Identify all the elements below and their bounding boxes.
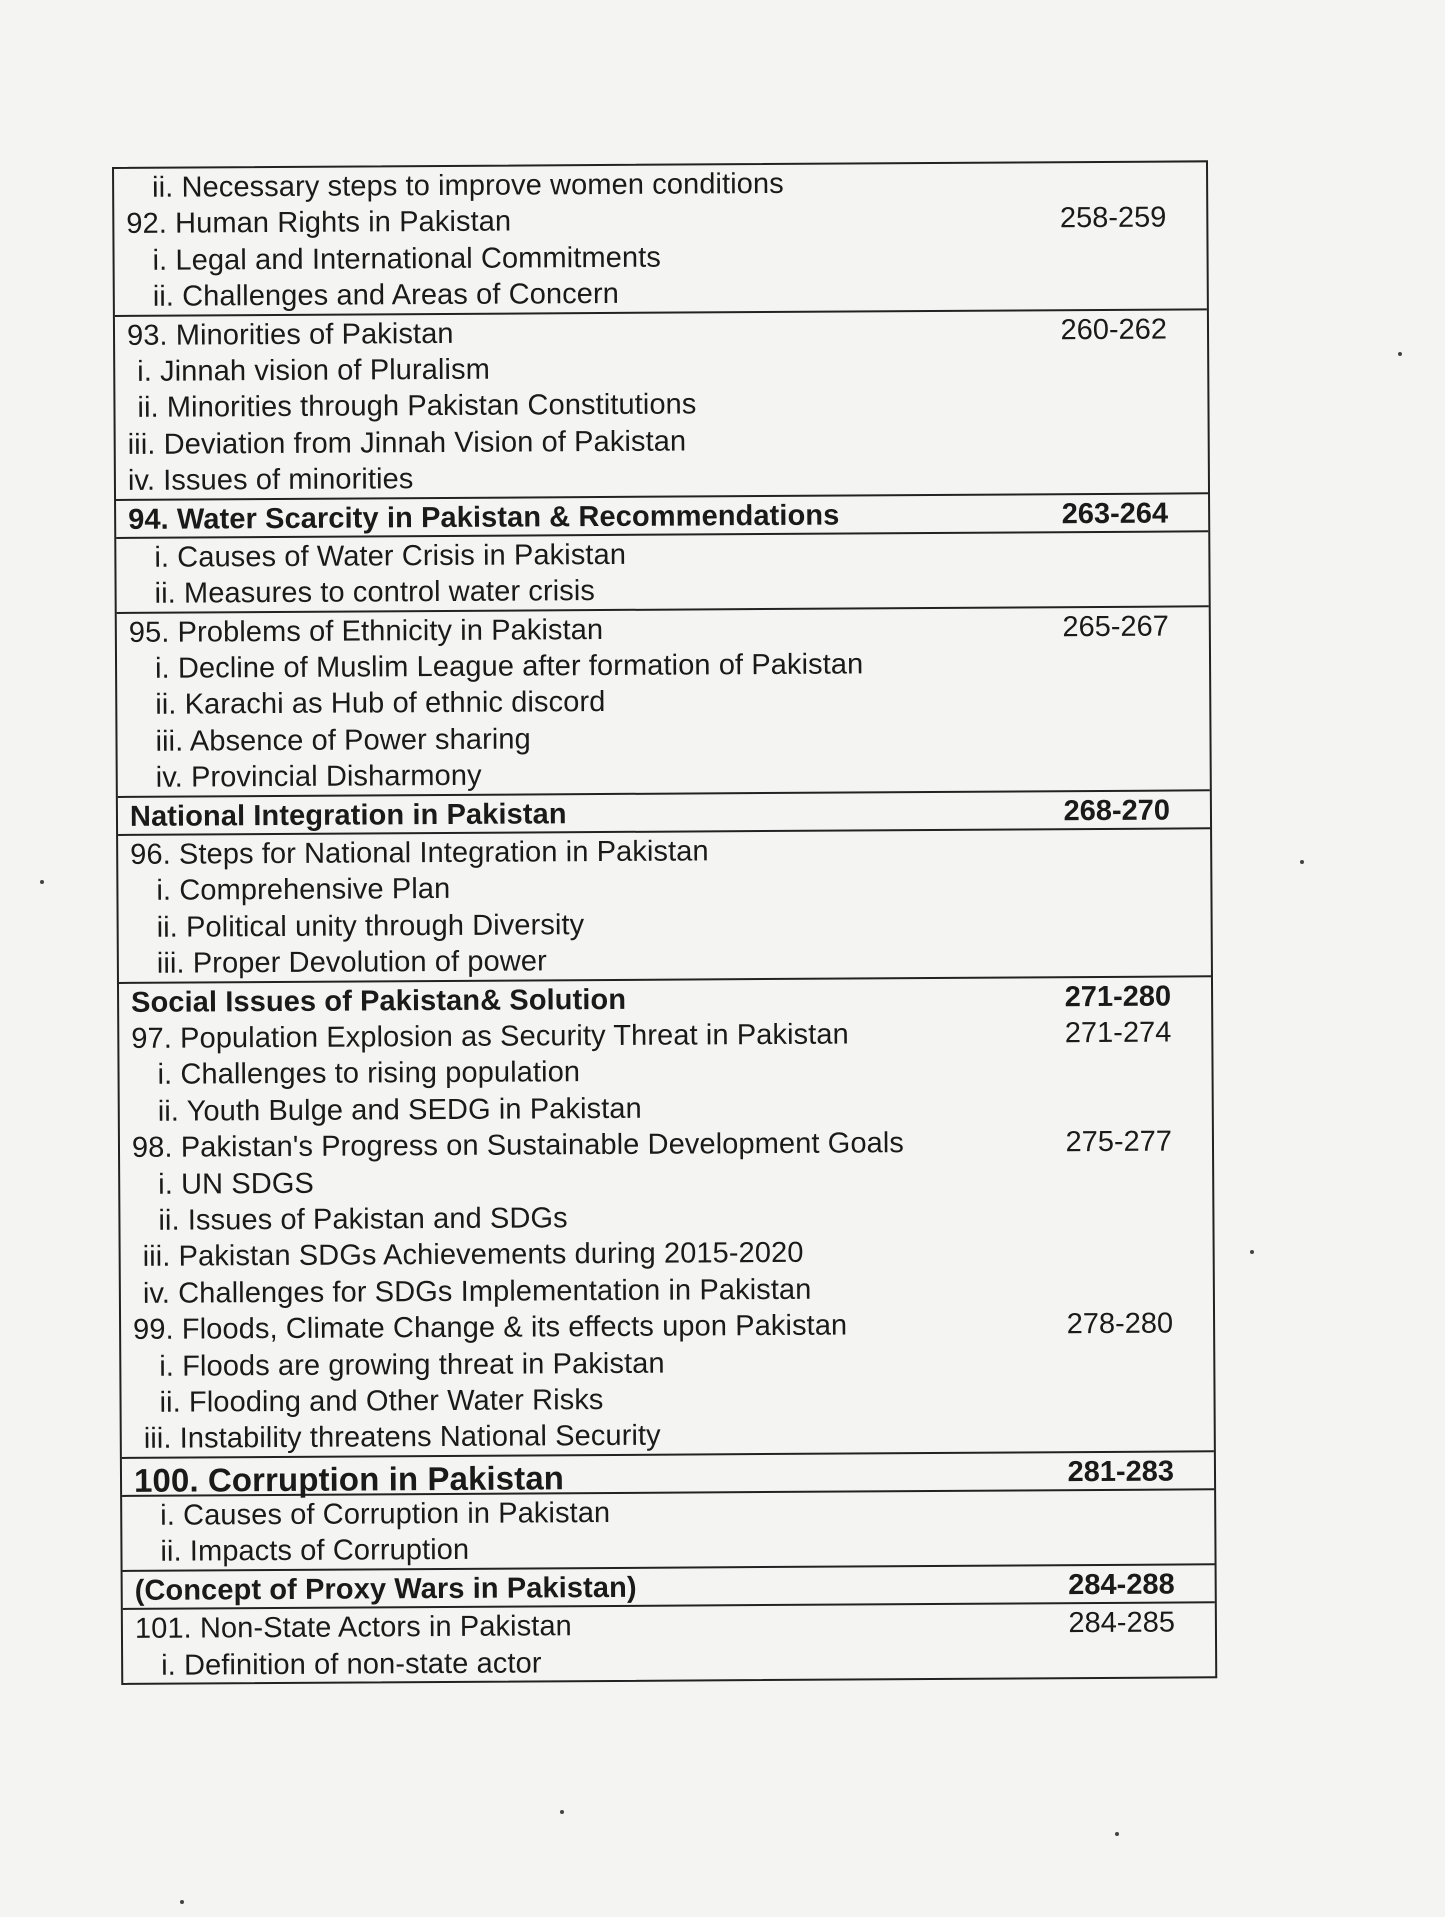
paper-speck: [560, 1810, 564, 1814]
toc-entry-title: iv. Issues of minorities: [127, 463, 414, 498]
toc-subentry: [122, 1527, 1214, 1570]
toc-entry-title: iii. Proper Devolution of power: [156, 945, 547, 980]
toc-page-range: 260-262: [1060, 313, 1168, 346]
toc-section: [118, 829, 1211, 983]
toc-subentry: [116, 569, 1208, 612]
toc-section: [119, 977, 1214, 1459]
toc-page-range: 284-288: [1068, 1568, 1175, 1602]
paper-speck: [1115, 1832, 1119, 1836]
toc-entry-title: 101. Non-State Actors in Pakistan: [134, 1610, 572, 1646]
paper-speck: [1398, 352, 1402, 356]
toc-entry-title: i. Floods are growing threat in Pakistan: [159, 1347, 665, 1383]
paper-speck: [1250, 1250, 1254, 1254]
toc-entry-title: 100. Corruption in Pakistan: [133, 1458, 565, 1499]
toc-entry-title: i. Causes of Water Crisis in Pakistan: [154, 538, 627, 574]
toc-entry-title: 95. Problems of Ethnicity in Pakistan: [128, 613, 604, 649]
toc-entry: [116, 455, 1208, 498]
toc-entry: [118, 791, 1210, 834]
toc-entry-title: i. Legal and International Commitments: [152, 241, 662, 277]
paper-speck: [180, 1900, 184, 1904]
toc-section: [115, 310, 1208, 501]
toc-entry-title: iv. Provincial Disharmony: [155, 760, 482, 794]
toc-entry-title: iii. Absence of Power sharing: [155, 723, 531, 758]
toc-entry-title: i. Comprehensive Plan: [156, 873, 451, 908]
toc-section: [123, 1565, 1215, 1610]
toc-entry-title: ii. Necessary steps to improve women conditions: [152, 167, 784, 204]
toc-section: [122, 1490, 1214, 1571]
toc-entry-title: i. Definition of non-state actor: [161, 1647, 542, 1682]
toc-entry: [122, 1452, 1214, 1499]
toc-subentry: [123, 1640, 1215, 1683]
toc-entry-title: ii. Issues of Pakistan and SDGs: [158, 1202, 568, 1237]
toc-section: [123, 1604, 1215, 1683]
toc-section: [114, 162, 1207, 316]
toc-entry-title: ii. Political unity through Diversity: [156, 908, 585, 944]
toc-subentry: [119, 939, 1211, 982]
toc-entry-title: ii. Impacts of Corruption: [160, 1534, 470, 1569]
toc-entry-title: 94. Water Scarcity in Pakistan & Recommendations: [128, 499, 840, 536]
toc-subentry: [115, 271, 1207, 314]
toc-entry-title: Social Issues of Pakistan& Solution: [131, 983, 627, 1019]
toc-entry-title: 93. Minorities of Pakistan: [126, 317, 454, 352]
toc-subentry: [122, 1414, 1214, 1457]
toc-entry-title: 98. Pakistan's Progress on Sustainable Development Goals: [131, 1127, 905, 1165]
toc-entry-title: i. Challenges to rising population: [157, 1056, 581, 1092]
toc-entry-title: 92. Human Rights in Pakistan: [126, 205, 512, 241]
toc-entry-title: National Integration in Pakistan: [129, 797, 567, 833]
toc-subentry: [118, 753, 1210, 796]
toc-page-range: 271-280: [1064, 980, 1172, 1013]
toc-page-range: 284-285: [1068, 1606, 1176, 1640]
toc-entry-title: iv. Challenges for SDGs Implementation in Pakistan: [142, 1273, 812, 1310]
toc-entry: [116, 494, 1208, 537]
toc-page-range: 263-264: [1061, 497, 1169, 530]
toc-entry-title: ii. Minorities through Pakistan Constitutions: [137, 388, 697, 425]
toc-entry-title: i. Decline of Muslim League after formation of Pakistan: [154, 648, 864, 685]
toc-page-range: 258-259: [1059, 201, 1167, 235]
toc-entry: [123, 1565, 1215, 1608]
toc-entry-title: ii. Measures to control water crisis: [154, 575, 596, 611]
toc-entry-title: iii. Pakistan SDGs Achievements during 2015-2020: [142, 1237, 804, 1274]
toc-page-range: 271-274: [1064, 1016, 1172, 1050]
toc-section: [116, 532, 1208, 613]
toc-page-range: 275-277: [1065, 1125, 1173, 1159]
toc-entry-title: iii. Instability threatens National Security: [143, 1419, 661, 1456]
toc-entry-title: ii. Youth Bulge and SEDG in Pakistan: [157, 1092, 642, 1128]
toc-entry-title: ii. Karachi as Hub of ethnic discord: [155, 686, 606, 722]
toc-entry-title: i. UN SDGS: [158, 1167, 314, 1201]
paper-speck: [40, 880, 44, 884]
toc-section: [117, 607, 1210, 798]
toc-entry-title: ii. Flooding and Other Water Risks: [159, 1383, 604, 1419]
toc-entry-title: 96. Steps for National Integration in Pakistan: [130, 835, 709, 871]
toc-page-range: 278-280: [1066, 1307, 1174, 1341]
toc-entry-title: i. Causes of Corruption in Pakistan: [160, 1497, 611, 1532]
toc-entry-title: (Concept of Proxy Wars in Pakistan): [134, 1571, 637, 1607]
toc-entry-title: ii. Challenges and Areas of Concern: [152, 278, 620, 313]
toc-section: [118, 791, 1210, 836]
paper-speck: [1300, 860, 1304, 864]
toc-section: [116, 494, 1208, 539]
toc-page-range: 281-283: [1067, 1455, 1175, 1488]
toc-page-range: 268-270: [1063, 794, 1171, 827]
toc-entry-title: 99. Floods, Climate Change & its effects upon Pakistan: [133, 1309, 848, 1347]
toc-section: [122, 1452, 1214, 1497]
toc-page-range: 265-267: [1062, 610, 1169, 643]
toc-entry-title: i. Jinnah vision of Pluralism: [137, 353, 490, 388]
toc-entry-title: 97. Population Explosion as Security Threat in Pakistan: [131, 1018, 849, 1055]
table-of-contents: [112, 160, 1217, 1685]
toc-entry-title: iii. Deviation from Jinnah Vision of Pakistan: [127, 425, 687, 461]
